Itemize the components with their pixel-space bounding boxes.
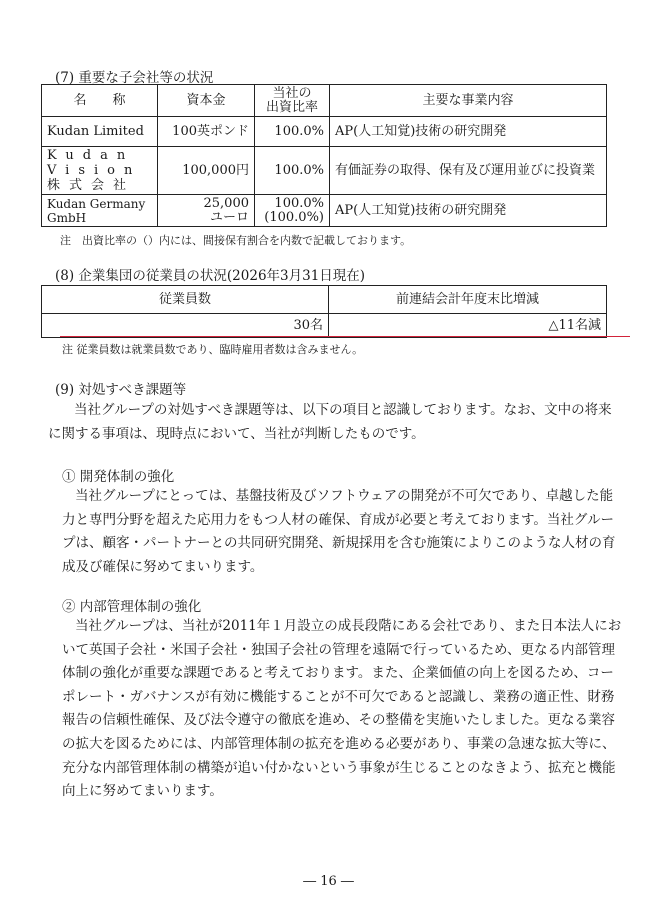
subsidiaries-table: [41, 84, 607, 227]
cell-capital: 100英ポンド: [158, 117, 255, 147]
item1-body: 当社グループにとっては、基盤技術及びソフトウェアの開発が不可欠であり、卓越した能力と専門分野を超えた応用力をもつ人材の確保、育成が必要と考えております。当社グループは、顧客・パートナーとの共同研究開発、新規採用を含む施策によりこのような人材の育成及び確保に努めてまいります。: [62, 488, 616, 575]
table-row: [42, 117, 607, 147]
section7-note: 注 出資比率の（）内には、間接保有割合を内数で記載しております。: [60, 234, 412, 247]
cell-business: AP(人工知覚)技術の研究開発: [330, 117, 607, 147]
item1-title: ① 開発体制の強化: [62, 469, 175, 485]
cell-business: 有価証券の取得、保有及び運用並びに投資業: [330, 147, 607, 195]
table-row: [42, 195, 607, 227]
table-row: [42, 147, 607, 195]
section8-title: (8) 企業集団の従業員の状況(2026年3月31日現在): [55, 268, 366, 284]
cell-ratio: 100.0% (100.0%): [255, 195, 330, 227]
header-business: 主要な事業内容: [330, 85, 607, 117]
cell-name: Kudan Limited: [42, 117, 158, 147]
header-employees: 従業員数: [42, 286, 329, 314]
header-name: 名 称: [42, 85, 158, 117]
item2-title: ② 内部管理体制の強化: [62, 599, 202, 615]
cell-capital: 25,000 ユーロ: [158, 195, 255, 227]
table-row: [42, 314, 607, 338]
cell-capital: 100,000円: [158, 147, 255, 195]
table-header-row: [42, 286, 607, 314]
header-ratio: 当社の 出資比率: [255, 85, 330, 117]
cell-change: △11名減: [329, 314, 607, 338]
cell-business: AP(人工知覚)技術の研究開発: [330, 195, 607, 227]
item2-body-block: [62, 615, 622, 804]
section7-title: (7) 重要な子会社等の状況: [55, 70, 214, 86]
item1-body-block: [62, 485, 622, 579]
employees-table: [41, 285, 607, 338]
table-header-row: [42, 85, 607, 117]
cell-ratio: 100.0%: [255, 147, 330, 195]
section9-intro: [48, 399, 622, 446]
section8-note: 注 従業員数は就業員数であり、臨時雇用者数は含みません。: [62, 343, 364, 356]
cell-ratio: 100.0%: [255, 117, 330, 147]
cell-name: Kudan Germany GmbH: [42, 195, 158, 227]
header-change: 前連結会計年度末比増減: [329, 286, 607, 314]
header-capital: 資本金: [158, 85, 255, 117]
cell-employees: 30名: [42, 314, 329, 338]
cell-name: Kudan Vision 株式会社: [42, 147, 158, 195]
item2-body: 当社グループは、当社が2011年１月設立の成長段階にある会社であり、また日本法人において英国子会社・米国子会社・独国子会社の管理を遠隔で行っているため、更なる内部管理体制の強化が重要な課題であると考えております。また、企業価値の向上を図るため、コーポレート・ガバナンスが有効に機能することが不可欠であると認識し、業務の適正性、財務報告の信頼性確保、及び法令遵守の徹底を進め、その整備を実施いたしました。更なる業容の拡大を図るためには、内部管理体制の拡充を進める必要があり、事業の急速な拡大等に、充分な内部管理体制の構築が追い付かないという事象が生じることのなきよう、拡充と機能向上に努めてまいります。: [62, 618, 622, 800]
red-underline-annotation: [60, 336, 630, 337]
intro-text: 当社グループの対処すべき課題等は、以下の項目と認識しております。なお、文中の将来に関する事項は、現時点において、当社が判断したものです。: [48, 402, 612, 442]
section9-title: (9) 対処すべき課題等: [55, 382, 187, 398]
page-number: ― 16 ―: [303, 874, 354, 889]
